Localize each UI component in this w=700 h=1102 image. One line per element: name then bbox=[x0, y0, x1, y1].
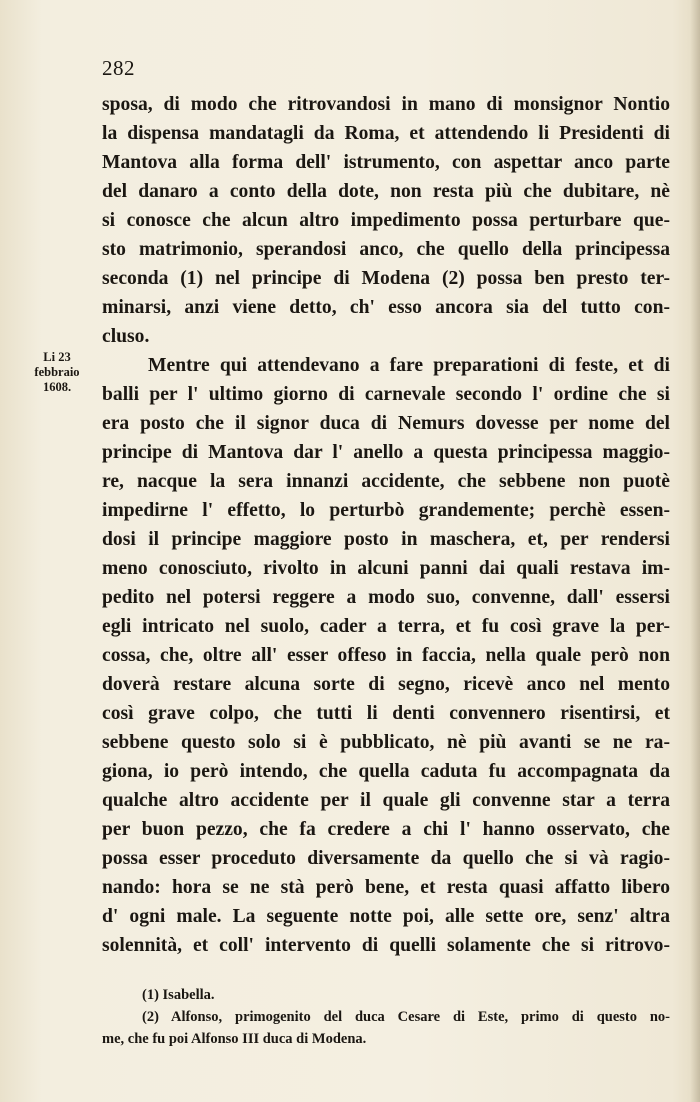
text-line: cluso. bbox=[102, 326, 150, 347]
text-line: doverà restare alcuna sorte di segno, ricevè anco nel mento bbox=[102, 674, 670, 695]
text-line: balli per l' ultimo giorno di carnevale secondo l' ordine che si bbox=[102, 384, 670, 405]
text-line: giona, io però intendo, che quella caduta fu accompagnata da bbox=[102, 761, 670, 782]
text-line: per buon pezzo, che fa credere a chi l' hanno osservato, che bbox=[102, 819, 670, 840]
page-number: 282 bbox=[102, 56, 135, 80]
text-line: principe di Mantova dar l' anello a questa principessa maggio- bbox=[102, 442, 670, 463]
text-line: d' ogni male. La seguente notte poi, alle sette ore, senz' altra bbox=[102, 906, 670, 927]
text-line: seconda (1) nel principe di Modena (2) possa ben presto ter- bbox=[102, 268, 670, 289]
margin-note-line: Li 23 bbox=[43, 350, 71, 364]
text-line: era posto che il signor duca di Nemurs dovesse per nome del bbox=[102, 413, 670, 434]
paragraph-start-line: Mentre qui attendevano a fare preparationi di feste, et di bbox=[148, 355, 670, 376]
text-line: si conosce che alcun altro impedimento possa perturbare que- bbox=[102, 210, 670, 231]
footnotes bbox=[102, 984, 670, 1050]
text-line: Mantova alla forma dell' istrumento, con aspettar anco parte bbox=[102, 152, 670, 173]
footnote-1: (1) Isabella. bbox=[142, 987, 215, 1003]
text-line: dosi il principe maggiore posto in maschera, et, per rendersi bbox=[102, 529, 670, 550]
footnote-2-continued: me, che fu poi Alfonso III duca di Modena. bbox=[102, 1031, 367, 1047]
text-line: meno conosciuto, rivolto in alcuni panni dai quali restava im- bbox=[102, 558, 670, 579]
text-line: cossa, che, oltre all' esser offeso in faccia, nella quale però non bbox=[102, 645, 670, 666]
text-line: possa esser proceduto diversamente da quello che si và ragio- bbox=[102, 848, 670, 869]
text-line: impedirne l' effetto, lo perturbò grandemente; perchè essen- bbox=[102, 500, 670, 521]
text-line: così grave colpo, che tutti li denti convennero risentirsi, et bbox=[102, 703, 670, 724]
text-line: sposa, di modo che ritrovandosi in mano di monsignor Nontio bbox=[102, 94, 670, 115]
footnote-2: (2) Alfonso, primogenito del duca Cesare di Este, primo di questo no- bbox=[142, 1009, 670, 1025]
margin-note-line: 1608. bbox=[42, 380, 72, 394]
body-text bbox=[102, 90, 670, 960]
margin-note-line: febbraio bbox=[34, 365, 80, 379]
text-line: del danaro a conto della dote, non resta più che dubitare, nè bbox=[102, 181, 670, 202]
text-line: sto matrimonio, sperandosi anco, che quello della principessa bbox=[102, 239, 670, 260]
text-line: la dispensa mandatagli da Roma, et attendendo li Presidenti di bbox=[102, 123, 670, 144]
text-line: re, nacque la sera innanzi accidente, che sebbene non puotè bbox=[102, 471, 670, 492]
text-line: solennità, et coll' intervento di quelli solamente che si ritrovo- bbox=[102, 935, 670, 956]
text-line: qualche altro accidente per il quale gli convenne star a terra bbox=[102, 790, 670, 811]
text-line: pedito nel potersi reggere a modo suo, convenne, dall' essersi bbox=[102, 587, 670, 608]
text-line: sebbene questo solo si è pubblicato, nè più avanti se ne ra- bbox=[102, 732, 670, 753]
margin-note bbox=[22, 350, 92, 395]
text-line: minarsi, anzi viene detto, ch' esso ancora sia del tutto con- bbox=[102, 297, 670, 318]
text-line: nando: hora se ne stà però bene, et resta quasi affatto libero bbox=[102, 877, 670, 898]
text-line: egli intricato nel suolo, cader a terra, et fu così grave la per- bbox=[102, 616, 670, 637]
page-edge-shadow bbox=[690, 0, 700, 1102]
